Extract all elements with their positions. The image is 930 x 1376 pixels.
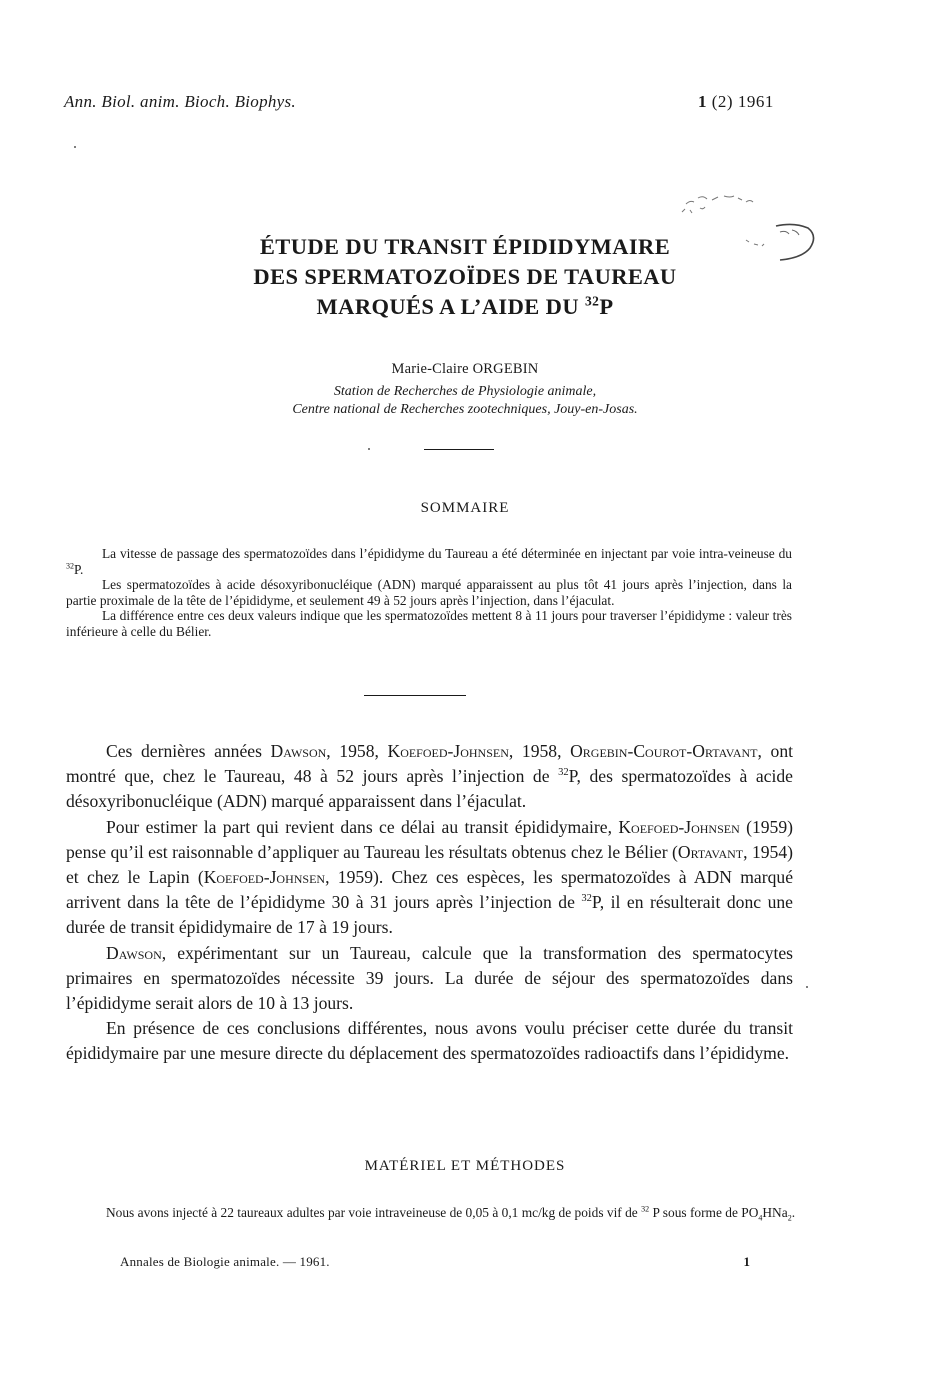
body-paragraph: Dawson, expérimentant sur un Taureau, calcule que la transformation des spermatocytes primaires en spermatozoïdes nécessite 39 jours. La durée de séjour des spermatozoïdes dans l’épididyme serait alors de 10 à 13 jours. [66, 942, 793, 1014]
scan-speck [368, 448, 370, 450]
footer-journal: Annales de Biologie animale. — 1961. [120, 1254, 330, 1269]
methods-paragraph: Nous avons injecté à 22 taureaux adultes par voie intraveineuse de 0,05 à 0,1 mc/kg de poids vif de $^{32}$ P sous forme de $PO_4HNa_2$. [106, 1204, 796, 1223]
methods-heading: MATÉRIEL ET MÉTHODES [364, 1158, 566, 1174]
body-paragraph: Pour estimer la part qui revient dans ce délai au transit épididymaire, Koefoed-Johnsen (1959) pense qu’il est raisonnable d’appliquer au Taureau les résultats obtenus chez le Bélier (Ortavant, 1954) et chez le Lapin (Koefoed-Johnsen, 1959). Chez ces espèces, les spermatozoïdes à ADN marqué arrivent dans la tête de l’épididyme 30 à 31 jours après l’injection de $^{32}$P, il en résulterait donc une durée de transit épididymaire de 17 à 19 jours. [66, 816, 794, 938]
separator-rule [364, 695, 466, 696]
page-number: 1 [743, 1254, 750, 1269]
methods-text [66, 1205, 796, 1221]
article-title [150, 232, 780, 322]
sommaire-heading: SOMMAIRE [420, 500, 510, 516]
abstract-paragraph: La différence entre ces deux valeurs indique que les spermatozoïdes mettent 8 à 11 jours pour traverser l’épididyme : valeur très inférieure à celle du Bélier. [66, 608, 792, 639]
abstract-paragraph: La vitesse de passage des spermatozoïdes dans l’épididyme du Taureau a été déterminée en injectant par voie intra-veineuse du $^{32}$P. [66, 546, 792, 577]
issue-info [698, 92, 774, 112]
scan-speck [806, 986, 808, 988]
affiliation-line-2: Centre national de Recherches zootechniques, Jouy-en-Josas. [292, 402, 638, 417]
body-paragraph: Ces dernières années Dawson, 1958, Koefoed-Johnsen, 1958, Orgebin-Courot-Ortavant, ont montré que, chez le Taureau, 48 à 52 jours après l’injection de $^{32}$P, des spermatozoïdes à acide désoxyribonucléique (ADN) marqué apparaissent dans l’éjaculat. [66, 741, 793, 812]
author-affiliation [160, 383, 770, 419]
abstract [66, 546, 792, 640]
journal-name: Ann. Biol. anim. Bioch. Biophys. [64, 92, 296, 111]
title-line-2: DES SPERMATOZOÏDES DE TAUREAU [253, 264, 677, 289]
volume-number: 1 [698, 92, 707, 111]
title-line-3: MARQUÉS A L’AIDE DU $^{32}$P [316, 293, 614, 319]
issue-year: (2) 1961 [711, 92, 774, 111]
author-name: Marie-Claire ORGEBIN [391, 361, 539, 377]
scan-speck [74, 146, 76, 148]
title-line-1: ÉTUDE DU TRANSIT ÉPIDIDYMAIRE [259, 234, 671, 259]
body-paragraph: En présence de ces conclusions différentes, nous avons voulu préciser cette durée du transit épididymaire par une mesure directe du déplacement des spermatozoïdes radioactifs dans l’épididyme. [66, 1018, 793, 1064]
separator-rule [424, 449, 494, 450]
body-text [66, 739, 793, 1067]
affiliation-line-1: Station de Recherches de Physiologie animale, [333, 384, 597, 399]
abstract-paragraph: Les spermatozoïdes à acide désoxyribonucléique (ADN) marqué apparaissent au plus tôt 41 jours après l’injection, dans la partie proximale de la tête de l’épididyme, et seulement 49 à 52 jours après l’injection, dans l’éjaculat. [66, 577, 792, 608]
